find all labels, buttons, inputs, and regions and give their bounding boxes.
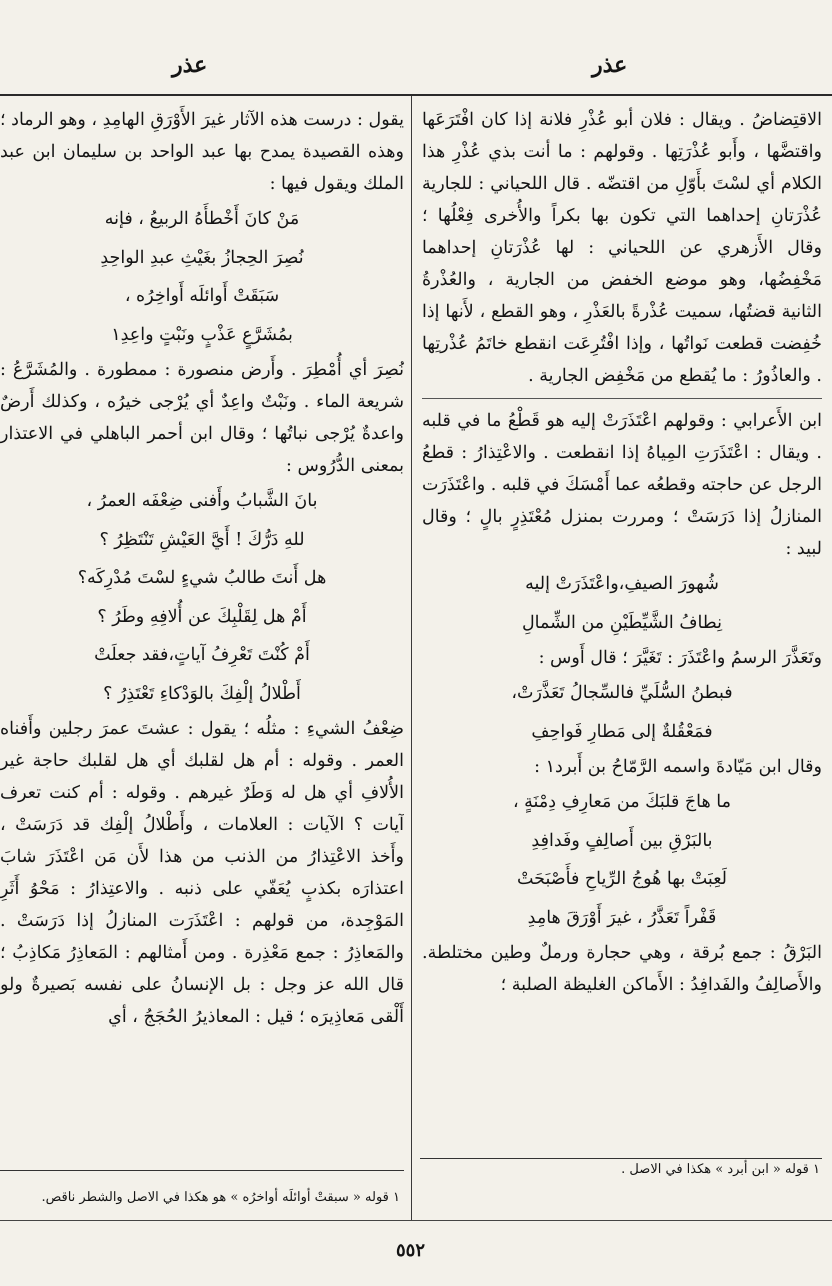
verse-line: بانَ الشَّبابُ وأَفنى ضِعْفَه العمرُ ، xyxy=(86,491,318,511)
left-paragraph-2: نُصِرَ أي أُمْطِرَ . وأَرض منصورة : ممطورة . والمُشَرَّعُ : شريعة الماء . ونَبْتٌ واعِدٌ أي يُرْجى خيرُه ، وكذلك أَرضٌ واعدةٌ يُرْجى نباتُها ؛ وقال ابن أحمر الباهلي في الاعتذار بمعنى الدُّرُوس : xyxy=(0,360,404,476)
verse-line: أَطْلالُ إلْفِكَ بالوَدْكاءِ تَعْتَذِرُ ؟ xyxy=(103,683,301,704)
verse-line: شُهورَ الصيفِ،واعْتَذَرَتْ إليه xyxy=(525,574,719,594)
right-column xyxy=(422,104,822,1154)
bottom-rule xyxy=(0,1220,832,1221)
verse-line: للهِ دَرُّكَ ! أَيَّ العَيْشِ تَنْتَظِرُ ؟ xyxy=(99,529,305,550)
verse-line: نُصِرَ الحِجازُ بغَيْثِ عبدِ الواحِدِ xyxy=(100,247,304,268)
footnote-rule-left xyxy=(0,1170,404,1171)
verse-line: قَفْراً تَعَذَّرُ ، غيرَ أَوْرَقَ هامِدِ xyxy=(527,907,717,928)
verse-line: بمُشَرَّعٍ عَذْبٍ ونَبْتٍ واعِدِ١ xyxy=(111,324,293,345)
verse-line: بالبَرْقِ بين أَصالِفٍ وفَدافِدِ xyxy=(531,830,713,851)
footnote-left: ١ قوله « سبقتْ أوائلَه أواخرُه » هو هكذا في الاصل والشطر ناقص. xyxy=(41,1190,400,1205)
column-divider xyxy=(411,96,412,1220)
entry-separator xyxy=(422,398,822,399)
header-word-left: عذر xyxy=(172,52,208,78)
footnote-rule-right xyxy=(420,1158,822,1159)
verse-line: أَمْ كُنْتَ تَعْرِفُ آياتٍ،فقد جعلَتْ xyxy=(94,645,310,665)
verse-line: هل أَنتَ طالبُ شيءٍ لسْتَ مُدْرِكَه؟ xyxy=(77,568,327,588)
right-paragraph-5: البَرْقُ : جمع بُرقة ، وهي حجارة ورملٌ وطين مختلطة. والأَصالِفُ والفَدافِدُ : الأَماكن الغليظة الصلبة ؛ xyxy=(422,943,822,995)
verse-line: أَمْ هل لِقَلْبِكَ عن أُلافِهِ وطَرُ ؟ xyxy=(97,606,307,627)
verse-line: فمَعْقُلةٌ إلى مَطارِ فَواحِفِ xyxy=(531,721,713,742)
right-paragraph-3: وتَعَذَّرَ الرسمُ واعْتَذَرَ : تَغَيَّرَ ؛ قال أَوس : xyxy=(538,648,822,668)
top-rule xyxy=(0,94,832,96)
verse-line: نِطافُ الشَّيِّطَيْنِ من الشِّمالِ xyxy=(521,612,723,633)
footnote-right: ١ قوله « ابن أبرد » هكذا في الاصل . xyxy=(621,1162,820,1177)
right-paragraph-2: ابن الأَعرابي : وقولهم اعْتَذَرَتْ إليه هو قَطْعُ ما في قلبه . ويقال : اعْتَذَرَتِ المِياهُ إذا انقطعت . والاعْتِذارُ : قطعُ الرجل عن حاجته وقطعُه عما أَمْسَكَ في قلبه . واعْتَذَرَت المنازلُ إذا دَرَسَتْ ؛ ومررت بمنزل مُعْتَذِرٍ بالٍ ؛ وقال لبيد : xyxy=(422,411,822,559)
verse-line: سَبَقَتْ أَوائلَه أَواخِرُه ، xyxy=(124,286,280,306)
right-paragraph-1: الاقتِضاضُ . ويقال : فلان أبو عُذْرِ فلانة إذا كان افْتَرَعَها واقتضَّها ، وأَبو عُذْرَتِها . وقولهم : ما أنت بذي عُذْرِ هذا الكلام أي لسْتَ بأَوّلِ من اقتضّه . قال اللحياني : للجارية عُذْرَتانِ إحداهما التي تكون بها بكراً والأُخرى فِعْلُها ؛ وقال الأَزهري عن اللحياني : لها عُذْرَتانِ إحداهما مَخْفِضُها، وهو موضع الخفض من الجارية ، والعُذْرةُ الثانية قضتُها، سميت عُذْرةً بالعَذْرِ ، وهو القطع ، لأَنها إذا خُفِضت قطعت نَواتُها ، وإذا افْتُرِعَت انقطع خاتَمُ عُذْرتِها . والعاذُورُ : ما يُقطع من مَخْفِض الجارية . xyxy=(422,110,822,386)
verse-line: مَنْ كانَ أَخْطأَهُ الربيعُ ، فإنه xyxy=(104,209,300,229)
verse-line: فبطنُ السُّلَيِّ فالسِّجالُ تَعَذَّرَتْ، xyxy=(511,683,733,703)
verse-line: لَعِبَتْ بها هُوجُ الرِّياحِ فأَصْبَحَتْ xyxy=(517,869,727,889)
right-paragraph-4: وقال ابن مَيّادةَ واسمه الرَّمّاحُ بن أَبرد١ : xyxy=(534,757,822,777)
page-number: ٥٥٢ xyxy=(396,1240,426,1261)
left-column xyxy=(0,104,404,1164)
left-paragraph-3: ضِعْفُ الشيءِ : مثلُه ؛ يقول : عشتَ عمرَ رجلين وأَفناه العمر . وقوله : أم هل لقلبك أي هل لقلبك حاجة غير الأُلافِ أي هل له وَطَرٌ غيرهم . وقوله : أم كنت تعرف آيات ؟ الآيات : العلامات ، وأَطْلالُ إلْفِك قد دَرَسَتْ ، وأَخذ الاعْتِذارُ من الذنب من هذا لأَن مَن اعْتَذَرَ شابَ اعتذارَه بكذبٍ يُعَفّي على ذنبه . والاعتِذارُ : مَحْوُ أَثَرِ المَوْجِدة، من قولهم : اعْتَذَرَت المنازلُ إذا دَرَسَتْ . والمَعاذِرُ : جمع مَعْذِرة . ومن أَمثالهم : المَعاذِرُ مَكاذِبُ ؛ قال الله عز وجل : بل الإنسانُ على نفسه بَصيرةٌ ولو أَلْقى مَعاذِيرَه ؛ قيل : المعاذيرُ الحُجَجُ ، أي xyxy=(0,719,404,1027)
verse-line: ما هاجَ قلبَكَ من مَعارِفِ دِمْنَةٍ ، xyxy=(512,792,732,812)
left-paragraph-1: يقول : درست هذه الآثار غيرَ الأَوْرَقِ الهامِدِ ، وهو الرماد ؛ وهذه القصيدة يمدح بها عبد الواحد بن سليمان ابن عبد الملك ويقول فيها : xyxy=(0,110,404,194)
header-word-right: عذر xyxy=(592,52,628,78)
